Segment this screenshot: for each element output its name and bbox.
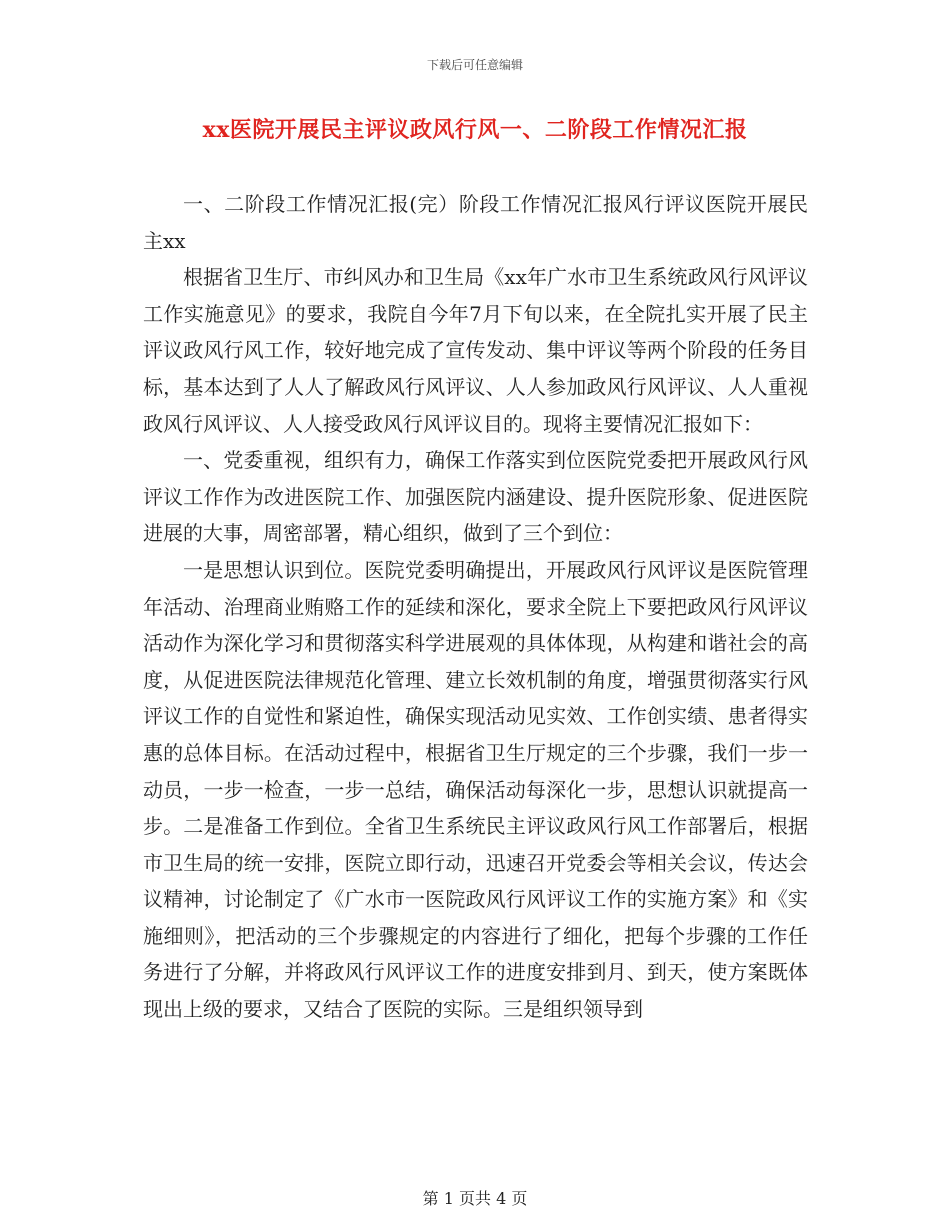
document-body [143, 186, 808, 1028]
header-note: 下载后可任意编辑 [426, 58, 523, 72]
document-title: xx医院开展民主评议政风行风一、二阶段工作情况汇报 [202, 117, 748, 143]
paragraph-intro: 一、二阶段工作情况汇报(完）阶段工作情况汇报风行评议医院开展民主xx [143, 192, 808, 253]
page-footer: 第 1 页共 4 页 [422, 1189, 528, 1208]
paragraph-section-one: 一、党委重视，组织有力，确保工作落实到位医院党委把开展政风行风评议工作作为改进医院工作、加强医院内涵建设、提升医院形象、促进医院进展的大事，周密部署，精心组织，做到了三个到位： [143, 448, 808, 546]
paragraph-details: 一是思想认识到位。医院党委明确提出，开展政风行风评议是医院管理年活动、治理商业贿赂工作的延续和深化，要求全院上下要把政风行风评议活动作为深化学习和贯彻落实科学进展观的具体体现，从构建和谐社会的高度，从促进医院法律规范化管理、建立长效机制的角度，增强贯彻落实行风评议工作的自觉性和紧迫性，确保实现活动见实效、工作创实绩、患者得实惠的总体目标。在活动过程中，根据省卫生厅规定的三个步骤，我们一步一动员，一步一检查，一步一总结，确保活动每深化一步，思想认识就提高一步。二是准备工作到位。全省卫生系统民主评议政风行风工作部署后，根据市卫生局的统一安排，医院立即行动，迅速召开党委会等相关会议，传达会议精神，讨论制定了《广水市一医院政风行风评议工作的实施方案》和《实施细则》，把活动的三个步骤规定的内容进行了细化，把每个步骤的工作任务进行了分解，并将政风行风评议工作的进度安排到月、到天，使方案既体现出上级的要求，又结合了医院的实际。三是组织领导到 [143, 557, 808, 1022]
paragraph-background: 根据省卫生厅、市纠风办和卫生局《xx年广水市卫生系统政风行风评议工作实施意见》的要求，我院自今年7月下旬以来，在全院扎实开展了民主评议政风行风工作，较好地完成了宣传发动、集中评议等两个阶段的任务目标，基本达到了人人了解政风行风评议、人人参加政风行风评议、人人重视政风行风评议、人人接受政风行风评议目的。现将主要情况汇报如下： [143, 265, 808, 436]
